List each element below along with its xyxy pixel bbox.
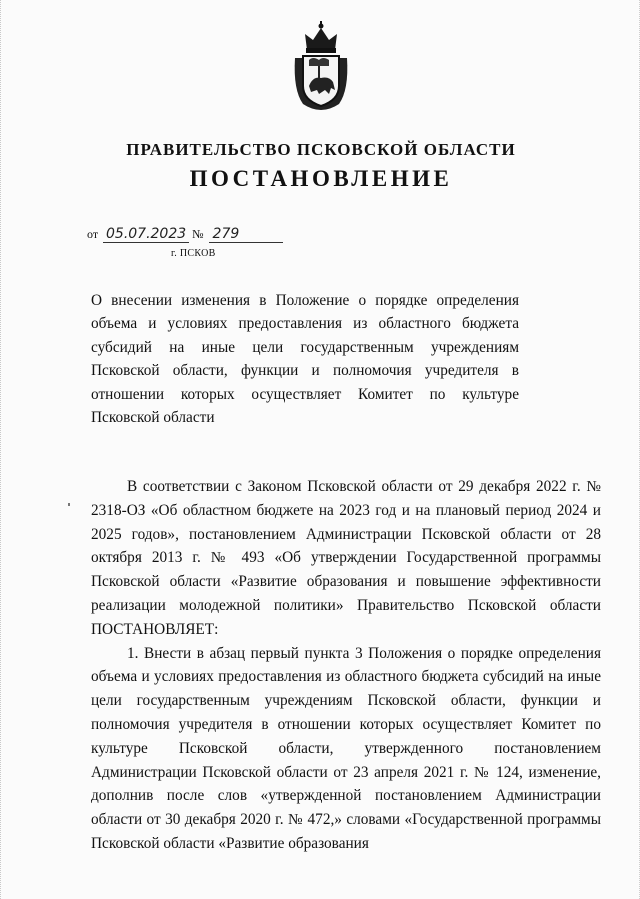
city-label: г. ПСКОВ: [171, 248, 216, 259]
subject-paragraph: О внесении изменения в Положение о порядке определения объема и условиях предоставления из областного бюджета субсидий на иные цели государственным учреждениям Псковской области, функции и полномочия учредителя в отношении которых осуществляет Комитет по культуре Псковской области: [91, 292, 519, 427]
date-prefix: от: [87, 227, 99, 241]
body-text: [91, 475, 601, 856]
preamble-paragraph: В соответствии с Законом Псковской области от 29 декабря 2022 г. № 2318-ОЗ «Об областном бюджете на 2023 год и на плановый период 2024 и 2025 годов», постановлением Администрации Псковской области от 28 октября 2013 г. № 493 «Об утверждении Государственной программы Псковской области «Развитие образования и повышение эффективности реализации молодежной политики» Правительство Псковской области ПОСТАНОВЛЯЕТ:: [91, 478, 601, 638]
number-value: 279: [209, 227, 283, 243]
date-value: 05.07.2023: [103, 227, 189, 243]
government-title: ПРАВИТЕЛЬСТВО ПСКОВСКОЙ ОБЛАСТИ: [126, 140, 516, 159]
date-number-line: [87, 227, 283, 243]
item-1-paragraph: 1. Внести в абзац первый пункта 3 Положения о порядке определения объема и условиях предоставления из областного бюджета субсидий на иные цели государственным учреждениям Псковской области, функции и полномочия учредителя в отношении которых осуществляет Комитет по культуре Псковской области, утвержденного постановлением Администрации Псковской области от 23 апреля 2021 г. № 124, изменение, дополнив после слов «утвержденной постановлением Администрации области от 30 декабря 2020 г. № 472,» словами «Государственной программы Псковской области «Развитие образования: [91, 644, 601, 852]
coat-of-arms-icon: [289, 20, 353, 116]
stray-mark: [68, 503, 70, 506]
document-type: ПОСТАНОВЛЕНИЕ: [189, 166, 453, 191]
number-prefix: №: [192, 227, 204, 241]
